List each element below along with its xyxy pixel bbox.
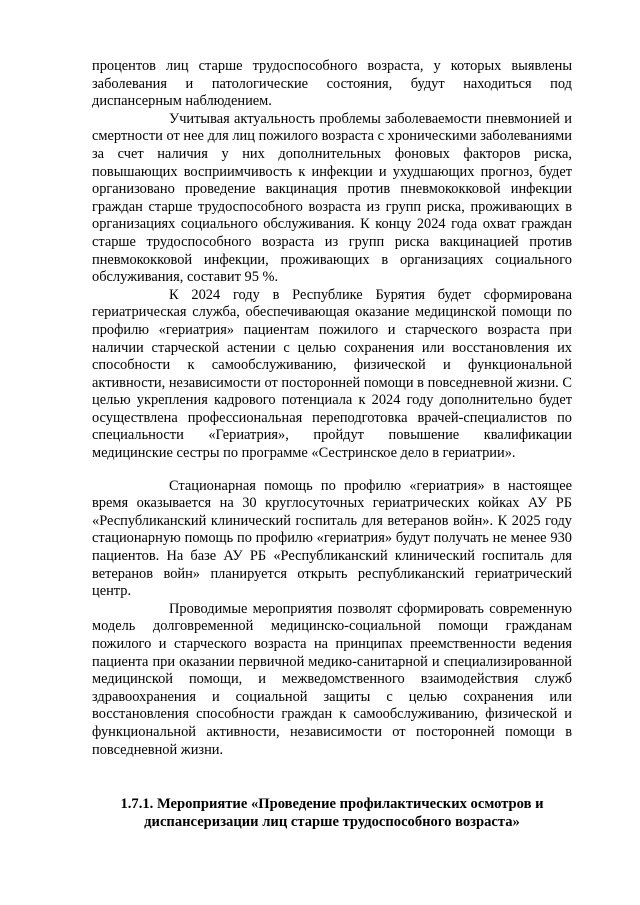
paragraph-long-term-care-model: Проводимые мероприятия позволят сформировать современную модель долговременной медицинско-социальной помощи гражданам пожилого и старческого возраста на принципах преемственности ведения пациента при оказании первичной медико-санитарной и специализированной медицинской помощи, и межведомственного взаимодействия служб здравоохранения и социальной защиты с целью сохранения или восстановления способности граждан к самообслуживанию, физической и функциональной активности, независимости от посторонней помощи в повседневной жизни. bbox=[92, 600, 572, 758]
document-body bbox=[92, 58, 572, 759]
paragraph-pneumonia-vaccination: Учитывая актуальность проблемы заболеваемости пневмонией и смертности от нее для лиц пожилого возраста с хроническими заболеваниями за счет наличия у них дополнительных фоновых факторов риска, повышающих восприимчивость к инфекции и ухудшающих прогноз, будет организовано проведение вакцинация против пневмококковой инфекции граждан старше трудоспособного возраста из групп риска, проживающих в организациях социального обслуживания. К концу 2024 года охват граждан старше трудоспособного возраста из групп риска вакцинацией против пневмококковой инфекции, проживающих в организациях социального обслуживания, составит 95 %. bbox=[92, 110, 572, 286]
paragraph-geriatric-service: К 2024 году в Республике Бурятия будет сформирована гериатрическая служба, обеспечивающая оказание медицинской помощи по профилю «гериатрия» пациентам пожилого и старческого возраста при наличии старческой астении с целью сохранения или восстановления их способности к самообслуживанию, физической и функциональной активности, независимости от посторонней помощи в повседневной жизни. С целью укрепления кадрового потенциала к 2024 году дополнительно будет осуществлена профессиональная переподготовка врачей-специалистов по специальности «Гериатрия», пройдут повышение квалификации медицинские сестры по программе «Сестринское дело в гериатрии». bbox=[92, 286, 572, 462]
paragraph-continuation: процентов лиц старше трудоспособного возраста, у которых выявлены заболевания и патологические состояния, будут находиться под диспансерным наблюдением. bbox=[92, 58, 572, 110]
section-heading: 1.7.1. Мероприятие «Проведение профилактических осмотров и диспансеризации лиц старше трудоспособного возраста» bbox=[120, 796, 544, 830]
paragraph-inpatient-care: Стационарная помощь по профилю «гериатрия» в настоящее время оказывается на 30 круглосуточных гериатрических койках АУ РБ «Республиканский клинический госпиталь для ветеранов войн». К 2025 году стационарную помощь по профилю «гериатрия» будут получать не менее 930 пациентов. На базе АУ РБ «Республиканский клинический госпиталь для ветеранов войн» планируется открыть республиканский гериатрический центр. bbox=[92, 477, 572, 600]
